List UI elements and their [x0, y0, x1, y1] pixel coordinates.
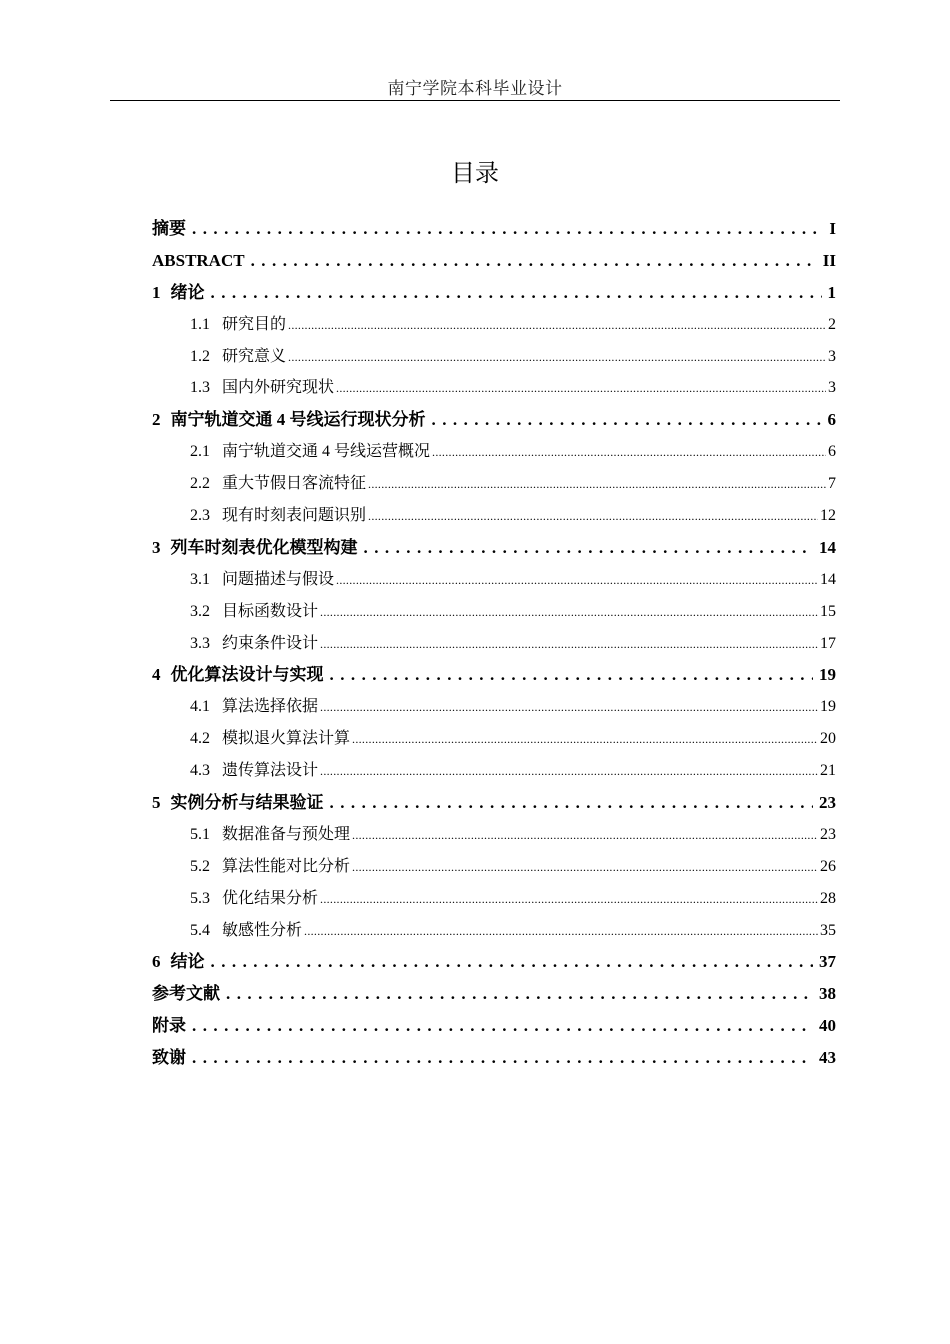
- toc-entry[interactable]: [152, 1042, 836, 1074]
- toc-entry-label: 结论: [170, 952, 205, 972]
- toc-dot-leader: [192, 1042, 813, 1074]
- toc-entry-page-number: II: [822, 250, 836, 270]
- toc-entry-label: 约束条件设计: [222, 634, 319, 652]
- toc-entry-label: 重大节假日客流特征: [222, 475, 367, 493]
- toc-entry[interactable]: [152, 819, 836, 851]
- toc-entry-number: 2.2: [190, 475, 210, 493]
- toc-dot-leader: [211, 946, 814, 978]
- toc-entry-number: 3.3: [190, 634, 210, 652]
- toc-entry-number: 4.1: [190, 698, 210, 716]
- toc-entry-label: 算法选择依据: [222, 698, 319, 716]
- toc-dot-leader: [288, 341, 826, 374]
- toc-dot-leader: [432, 404, 822, 436]
- toc-dot-leader: [211, 277, 822, 309]
- toc-entry-label: 研究意义: [222, 347, 287, 365]
- toc-entry-number: 4.2: [190, 730, 210, 748]
- toc-entry-label: 目标函数设计: [222, 602, 319, 620]
- toc-entry[interactable]: [152, 787, 836, 819]
- toc-entry[interactable]: [152, 532, 836, 564]
- toc-entry[interactable]: [152, 277, 836, 309]
- toc-dot-leader: [368, 500, 818, 533]
- toc-entry-page-number: 28: [820, 889, 836, 907]
- toc-entry[interactable]: [152, 978, 836, 1010]
- toc-entry-page-number: 17: [820, 634, 836, 652]
- toc-entry[interactable]: [152, 915, 836, 947]
- toc-entry-page-number: 12: [820, 507, 836, 525]
- toc-dot-leader: [330, 659, 814, 691]
- toc-dot-leader: [352, 723, 818, 756]
- toc-entry-label: 南宁轨道交通 4 号线运营概况: [222, 443, 431, 461]
- toc-entry-page-number: 23: [820, 825, 836, 843]
- toc-dot-leader: [320, 883, 818, 916]
- toc-dot-leader: [226, 978, 813, 1010]
- toc-entry-label: 绪论: [170, 282, 205, 302]
- toc-entry-label: 列车时刻表优化模型构建: [170, 537, 358, 557]
- toc-entry-label: 现有时刻表问题识别: [222, 507, 367, 525]
- toc-entry-label: 敏感性分析: [222, 921, 303, 939]
- toc-entry-page-number: 38: [819, 984, 836, 1004]
- toc-entry-page-number: 6: [828, 443, 836, 461]
- header-rule: [110, 100, 840, 101]
- toc-entry-label: ABSTRACT: [152, 250, 245, 270]
- toc-entry[interactable]: [152, 691, 836, 723]
- toc-dot-leader: [192, 1010, 813, 1042]
- toc-entry-page-number: 23: [819, 793, 836, 813]
- table-of-contents: [152, 213, 836, 1074]
- toc-entry[interactable]: [152, 564, 836, 596]
- toc-entry[interactable]: [152, 628, 836, 660]
- toc-entry[interactable]: [152, 1010, 836, 1042]
- toc-dot-leader: [330, 787, 814, 819]
- toc-entry-number: 2.3: [190, 507, 210, 525]
- toc-entry-number: 2: [152, 410, 161, 430]
- toc-entry-number: 4.3: [190, 762, 210, 780]
- toc-entry[interactable]: [152, 309, 836, 341]
- toc-entry[interactable]: [152, 755, 836, 787]
- toc-entry-label: 致谢: [152, 1048, 186, 1068]
- toc-entry[interactable]: [152, 946, 836, 978]
- toc-entry-label: 摘要: [152, 219, 186, 238]
- toc-entry[interactable]: [152, 659, 836, 691]
- toc-dot-leader: [192, 213, 823, 245]
- toc-dot-leader: [352, 819, 818, 852]
- toc-entry-label: 南宁轨道交通 4 号线运行现状分析: [170, 410, 426, 430]
- toc-entry-page-number: 15: [820, 602, 836, 620]
- toc-entry-label: 实例分析与结果验证: [170, 793, 324, 813]
- toc-title: 目录: [451, 159, 499, 187]
- toc-entry-number: 5: [152, 793, 161, 813]
- toc-entry[interactable]: [152, 500, 836, 532]
- toc-entry[interactable]: [152, 245, 836, 277]
- toc-entry[interactable]: [152, 404, 836, 436]
- toc-entry[interactable]: [152, 341, 836, 373]
- toc-entry[interactable]: [152, 883, 836, 915]
- toc-dot-leader: [432, 436, 826, 469]
- toc-entry-label: 模拟退火算法计算: [222, 730, 351, 748]
- toc-entry[interactable]: [152, 596, 836, 628]
- toc-entry-label: 算法性能对比分析: [222, 857, 351, 875]
- toc-entry-page-number: 1: [827, 282, 836, 302]
- toc-entry-number: 5.2: [190, 857, 210, 875]
- toc-entry-label: 研究目的: [222, 315, 287, 333]
- toc-dot-leader: [320, 691, 818, 724]
- toc-dot-leader: [251, 245, 817, 277]
- running-header: 南宁学院本科毕业设计: [387, 79, 563, 98]
- toc-entry-number: 1.3: [190, 379, 210, 397]
- toc-entry-page-number: 14: [819, 537, 836, 557]
- toc-entry-page-number: I: [829, 219, 836, 238]
- toc-entry-page-number: 21: [820, 762, 836, 780]
- toc-dot-leader: [304, 915, 818, 948]
- toc-dot-leader: [336, 372, 826, 405]
- toc-entry-page-number: 26: [820, 857, 836, 875]
- toc-dot-leader: [364, 532, 814, 564]
- toc-entry-label: 附录: [152, 1016, 186, 1036]
- toc-dot-leader: [320, 755, 818, 788]
- toc-entry-label: 国内外研究现状: [222, 379, 335, 397]
- toc-entry[interactable]: [152, 851, 836, 883]
- toc-entry-page-number: 19: [819, 665, 836, 685]
- toc-entry-label: 问题描述与假设: [222, 570, 335, 588]
- toc-entry-page-number: 3: [828, 347, 836, 365]
- toc-entry-label: 优化算法设计与实现: [170, 665, 324, 685]
- toc-entry-page-number: 37: [819, 952, 836, 972]
- toc-dot-leader: [320, 628, 818, 661]
- toc-dot-leader: [288, 309, 826, 342]
- toc-entry-page-number: 19: [820, 698, 836, 716]
- toc-entry[interactable]: [152, 372, 836, 404]
- toc-entry-number: 5.4: [190, 921, 210, 939]
- toc-entry-number: 1.2: [190, 347, 210, 365]
- toc-entry[interactable]: [152, 213, 836, 245]
- toc-entry-page-number: 40: [819, 1016, 836, 1036]
- toc-entry-page-number: 14: [820, 570, 836, 588]
- toc-entry-number: 4: [152, 665, 161, 685]
- toc-entry-page-number: 2: [828, 315, 836, 333]
- toc-entry-label: 优化结果分析: [222, 889, 319, 907]
- toc-entry-number: 1: [152, 282, 161, 302]
- toc-entry-page-number: 43: [819, 1048, 836, 1068]
- toc-dot-leader: [336, 564, 818, 597]
- toc-entry-number: 3.1: [190, 570, 210, 588]
- toc-entry-page-number: 20: [820, 730, 836, 748]
- toc-entry-page-number: 35: [820, 921, 836, 939]
- toc-entry-label: 数据准备与预处理: [222, 825, 351, 843]
- toc-entry-label: 遗传算法设计: [222, 762, 319, 780]
- toc-entry-page-number: 7: [828, 475, 836, 493]
- toc-entry-label: 参考文献: [152, 984, 220, 1004]
- toc-entry-number: 3.2: [190, 602, 210, 620]
- toc-entry-number: 6: [152, 952, 161, 972]
- toc-dot-leader: [368, 468, 826, 501]
- toc-entry-number: 1.1: [190, 315, 210, 333]
- toc-entry-page-number: 6: [827, 410, 836, 430]
- toc-entry-number: 5.1: [190, 825, 210, 843]
- toc-dot-leader: [320, 596, 818, 629]
- toc-dot-leader: [352, 851, 818, 884]
- toc-entry-number: 3: [152, 537, 161, 557]
- toc-entry[interactable]: [152, 468, 836, 500]
- toc-entry-number: 2.1: [190, 443, 210, 461]
- toc-entry-page-number: 3: [828, 379, 836, 397]
- toc-entry[interactable]: [152, 723, 836, 755]
- toc-entry[interactable]: [152, 436, 836, 468]
- toc-entry-number: 5.3: [190, 889, 210, 907]
